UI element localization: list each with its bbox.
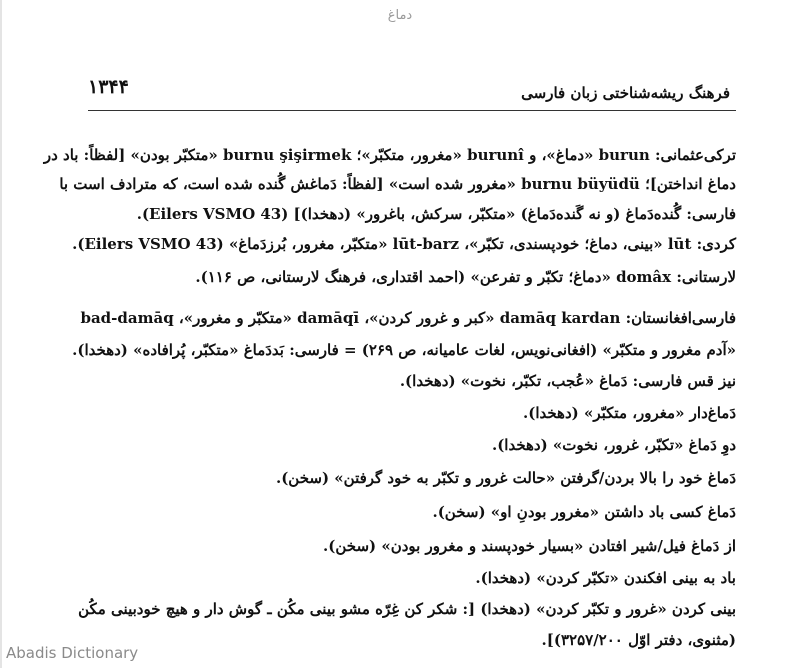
text-line: از دَماغ فیل/شیر افتادن «بسیار خودپسند و مغرور بودن» (سخن). (323, 537, 736, 555)
header-rule (88, 110, 736, 111)
text-line: دَماغ کسی باد داشتن «مغرور بودنِ او» (سخن). (432, 503, 736, 521)
text-line: دماغ انداختن]؛ burnu büyüdü «مغرور شده است» [لفظاً: دَماغش گُنده شده است، که مترادف است با (59, 175, 736, 193)
text-line: دَماغ‌دار «مغرور، متکبّر» (دهخدا). (523, 404, 736, 422)
running-head: فرهنگ ریشه‌شناختی زبان فارسی (521, 84, 730, 102)
text-line: لارستانی: domâx «دماغ؛ تکبّر و تفرعن» (احمد اقتداری، فرهنگ لارستانی، ص ۱۱۶). (195, 268, 736, 286)
text-line: «آدم مغرور و متکبّر» (افغانی‌نویس، لغات عامیانه، ص ۲۶۹) = فارسی: بَددَماغ «متکبّر، پُرافاده» (دهخدا). (72, 341, 736, 359)
page-title: دماغ (387, 8, 413, 23)
text-line: کردی: lūt «بینی، دماغ؛ خودپسندی، تکبّر»، lūt-barz «متکبّر، مغرور، بُرزدَماغ» (Eilers VSMO 43). (72, 235, 736, 253)
scan-edge (0, 0, 2, 668)
text-line: دوِ دَماغ «تکبّر، غرور، نخوت» (دهخدا). (491, 436, 736, 454)
text-line: فارسی‌افغانستان: damāq kardan «کبر و غرور کردن»، damāqī «متکبّر و مغرور»، bad-damāq (80, 309, 736, 327)
text-line: ترکی‌عثمانی: burun «دماغ»، و burunî «مغرور، متکبّر»؛ burnu şişirmek «متکبّر بودن» [لفظاً: باد در (43, 146, 736, 164)
text-line: بینی کردن «غرور و تکبّر کردن» (دهخدا) [: شکر کن غِرّه مشو بینی مکُن ـ گوش دار و هیچ خودبینی مکُن (78, 600, 736, 618)
text-line: (مثنوی، دفتر اوّل ۳۲۵۷/۲۰۰)]. (541, 631, 736, 649)
text-line: دَماغ خود را بالا بردن/گرفتن «حالت غرور و تکبّر به خود گرفتن» (سخن). (275, 469, 736, 487)
text-line: نیز قس فارسی: دَماغ «عُجب، تکبّر، نخوت» (دهخدا). (399, 372, 736, 390)
footer-watermark: Abadis Dictionary (6, 644, 139, 662)
text-line: فارسی: گُنده‌دَماغ (و نه گَنده‌دَماغ) «متکبّر، سرکش، باغرور» (دهخدا)] (Eilers VSMO 43). (136, 205, 736, 223)
text-line: باد به بینی افکندن «تکبّر کردن» (دهخدا). (475, 569, 736, 587)
page-number: ۱۳۴۴ (88, 76, 129, 98)
